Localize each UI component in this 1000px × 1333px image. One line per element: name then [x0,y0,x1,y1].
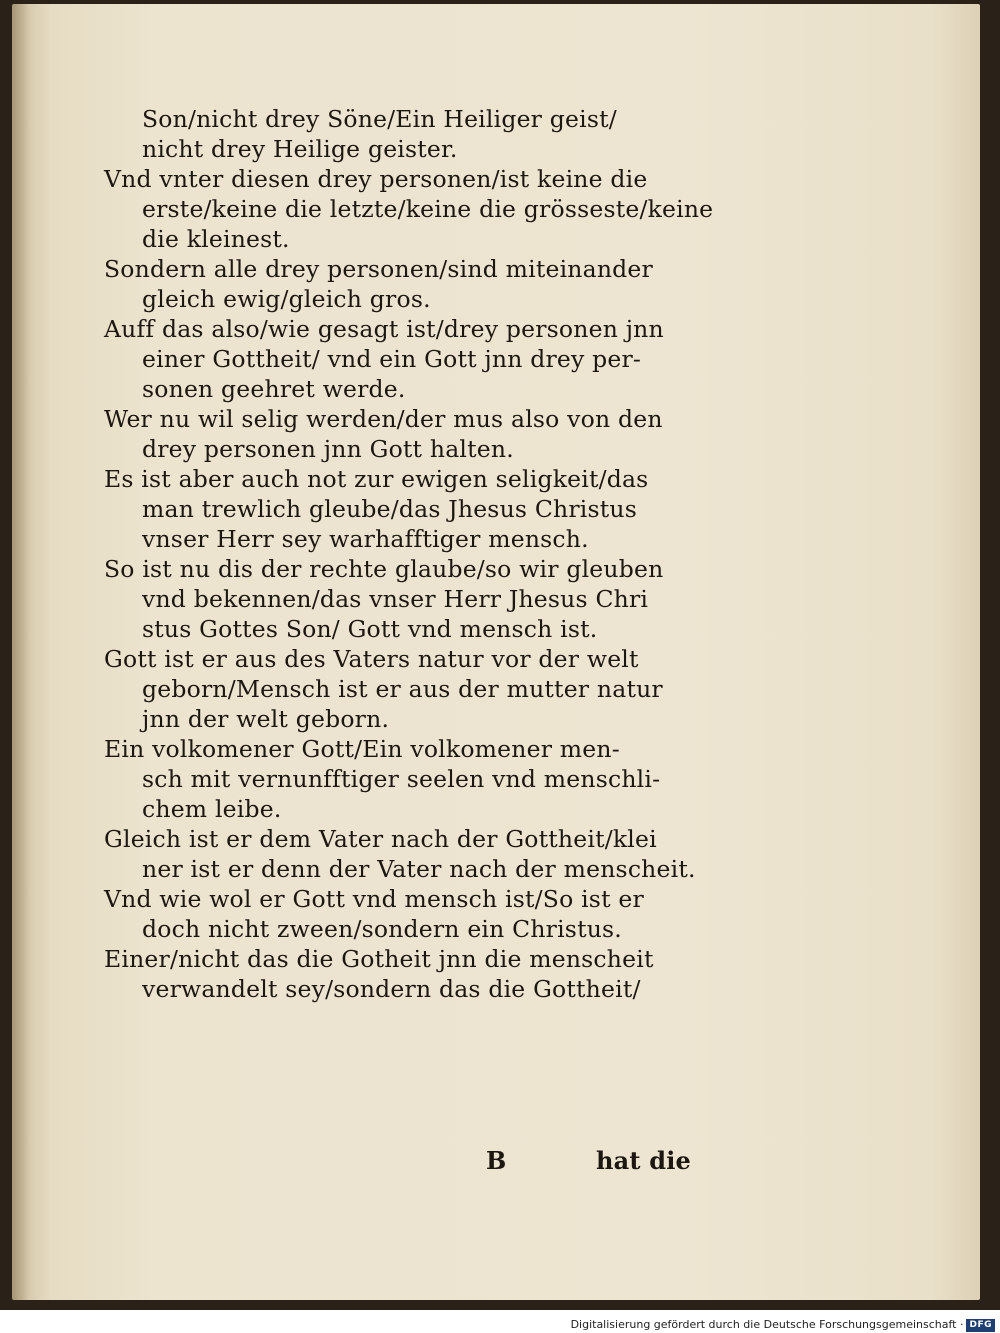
text-block [104,104,714,1175]
text-line: man trewlich gleube/das Jhesus Christus [142,495,638,523]
text-line: Sondern alle drey personen/sind miteinander [104,255,653,283]
text-line: vnser Herr sey warhafftiger mensch. [142,525,589,553]
catchword: hat die [596,1146,692,1175]
text-line: verwandelt sey/sondern das die Gottheit/ [142,975,641,1003]
text-line: erste/keine die letzte/keine die grösseste/keine [142,195,714,223]
text-line: Gott ist er aus des Vaters natur vor der welt [104,645,639,673]
text-line: jnn der welt geborn. [142,705,390,733]
book-page [12,4,980,1300]
text-line: nicht drey Heilige geister. [142,135,458,163]
funding-credit: Digitalisierung gefördert durch die Deutsche Forschungsgemeinschaft · [570,1318,964,1331]
dfg-logo: DFG [966,1319,995,1332]
text-line: sch mit vernunfftiger seelen vnd menschli- [142,765,661,793]
text-line: Son/nicht drey Söne/Ein Heiliger geist/ [142,105,617,133]
text-line: Auff das also/wie gesagt ist/drey personen jnn [104,315,664,343]
text-line: So ist nu dis der rechte glaube/so wir gleuben [104,555,664,583]
text-line: Es ist aber auch not zur ewigen seligkeit/das [104,465,649,493]
text-line: ner ist er denn der Vater nach der menscheit. [142,855,696,883]
spine-shadow [12,4,30,1300]
text-line: sonen geehret werde. [142,375,406,403]
signature-mark: B [486,1146,507,1175]
digitization-footer [0,1316,995,1333]
text-line: geborn/Mensch ist er aus der mutter natur [142,675,663,703]
text-line: gleich ewig/gleich gros. [142,285,431,313]
text-line: die kleinest. [142,225,290,253]
text-line: vnd bekennen/das vnser Herr Jhesus Chri [142,585,649,613]
catchline [104,1144,704,1178]
text-line: drey personen jnn Gott halten. [142,435,514,463]
text-line: Gleich ist er dem Vater nach der Gottheit/klei [104,825,657,853]
text-line: Vnd wie wol er Gott vnd mensch ist/So ist er [104,885,644,913]
text-line: Wer nu wil selig werden/der mus also von den [104,405,663,433]
text-line: doch nicht zween/sondern ein Christus. [142,915,622,943]
text-line: stus Gottes Son/ Gott vnd mensch ist. [142,615,598,643]
text-line: Einer/nicht das die Gotheit jnn die menscheit [104,945,654,973]
text-line: Ein volkomener Gott/Ein volkomener men- [104,735,620,763]
text-line: einer Gottheit/ vnd ein Gott jnn drey per- [142,345,642,373]
text-line: chem leibe. [142,795,282,823]
text-line: Vnd vnter diesen drey personen/ist keine die [104,165,648,193]
